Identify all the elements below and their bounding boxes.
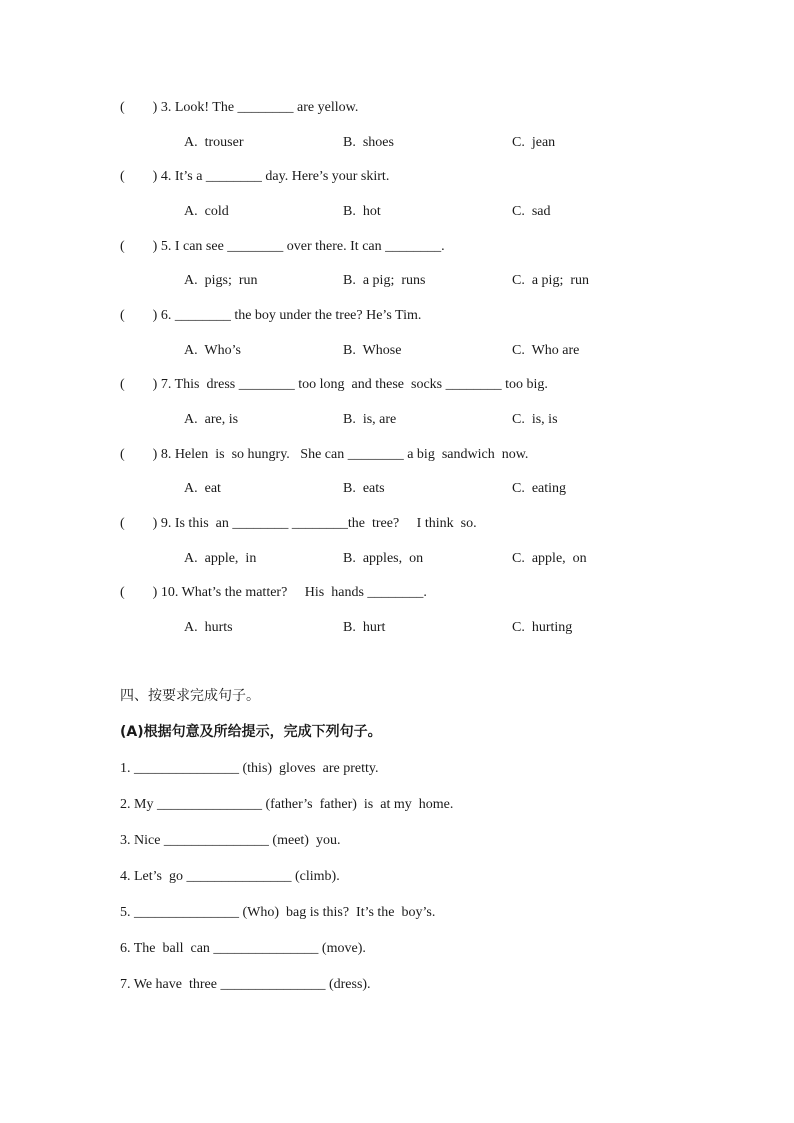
q10-option-a: A. hurts	[184, 620, 233, 635]
question-8: ( ) 8. Helen is so hungry. She can ________ a big sandwich now.	[120, 447, 529, 462]
section-title: 四、按要求完成句子。	[120, 688, 260, 704]
question-3: ( ) 3. Look! The ________ are yellow.	[120, 100, 359, 115]
section-subtitle: (A)根据句意及所给提示，完成下列句子。	[120, 724, 382, 740]
q4-option-a: A. cold	[184, 204, 229, 219]
q4-option-b: B. hot	[343, 204, 381, 219]
q9-option-b: B. apples, on	[343, 551, 424, 566]
question-9: ( ) 9. Is this an ________ ________the tree? I think so.	[120, 516, 477, 531]
question-5: ( ) 5. I can see ________ over there. It can ________.	[120, 239, 445, 254]
q3-option-a: A. trouser	[184, 135, 244, 150]
fill-item-6: 6. The ball can _______________ (move).	[120, 941, 366, 956]
q5-option-b: B. a pig; runs	[343, 273, 426, 288]
q9-option-c: C. apple, on	[512, 551, 587, 566]
fill-item-1: 1. _______________ (this) gloves are pretty.	[120, 761, 379, 776]
q10-option-c: C. hurting	[512, 620, 573, 635]
q4-option-c: C. sad	[512, 204, 551, 219]
q7-option-c: C. is, is	[512, 412, 558, 427]
fill-item-5: 5. _______________ (Who) bag is this? It’s the boy’s.	[120, 905, 436, 920]
question-4: ( ) 4. It’s a ________ day. Here’s your skirt.	[120, 169, 390, 184]
q6-option-b: B. Whose	[343, 343, 402, 358]
q8-option-a: A. eat	[184, 481, 221, 496]
q8-option-c: C. eating	[512, 481, 567, 496]
q7-option-a: A. are, is	[184, 412, 239, 427]
q6-option-a: A. Who’s	[184, 343, 241, 358]
q3-option-c: C. jean	[512, 135, 556, 150]
fill-item-2: 2. My _______________ (father’s father) is at my home.	[120, 797, 454, 812]
q5-option-a: A. pigs; run	[184, 273, 258, 288]
fill-item-7: 7. We have three _______________ (dress).	[120, 977, 371, 992]
question-7: ( ) 7. This dress ________ too long and these socks ________ too big.	[120, 377, 548, 392]
q7-option-b: B. is, are	[343, 412, 397, 427]
q6-option-c: C. Who are	[512, 343, 580, 358]
q8-option-b: B. eats	[343, 481, 385, 496]
question-10: ( ) 10. What’s the matter? His hands ________.	[120, 585, 427, 600]
question-6: ( ) 6. ________ the boy under the tree? He’s Tim.	[120, 308, 422, 323]
q9-option-a: A. apple, in	[184, 551, 257, 566]
q10-option-b: B. hurt	[343, 620, 386, 635]
q5-option-c: C. a pig; run	[512, 273, 589, 288]
fill-item-3: 3. Nice _______________ (meet) you.	[120, 833, 341, 848]
q3-option-b: B. shoes	[343, 135, 394, 150]
fill-item-4: 4. Let’s go _______________ (climb).	[120, 869, 340, 884]
